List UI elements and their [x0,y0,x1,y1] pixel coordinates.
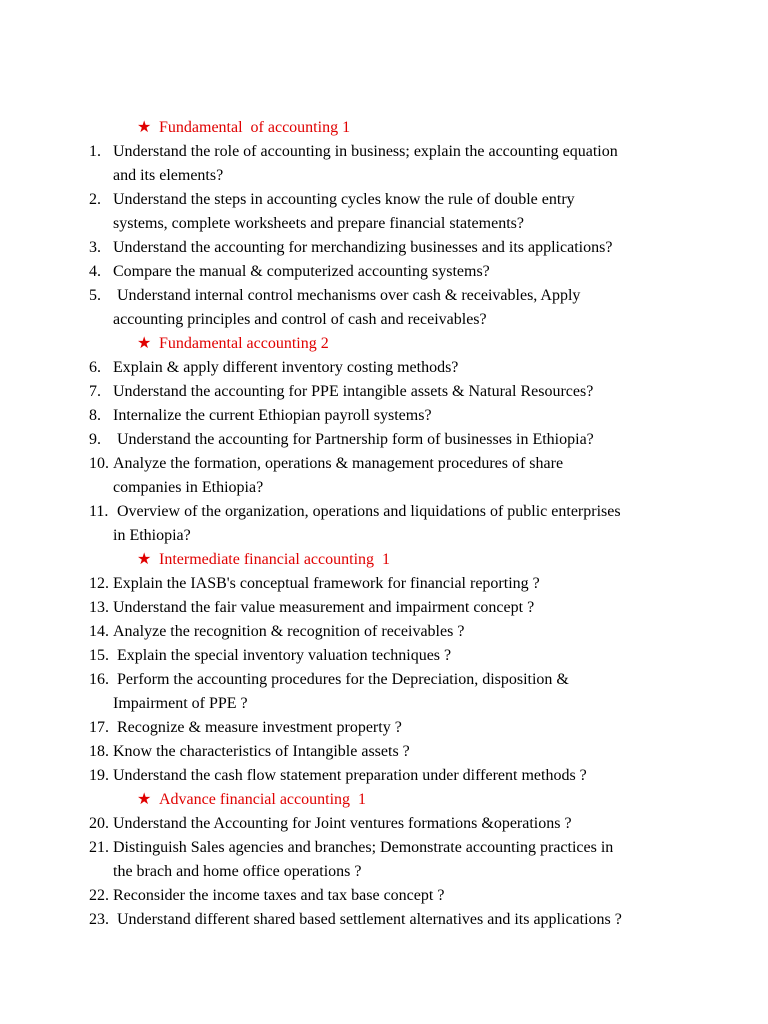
list-item [89,188,689,212]
item-text: Analyze the recognition & recognition of receivables ? [113,623,465,640]
item-number: 3. [89,239,101,256]
item-number: 7. [89,383,101,400]
item-text: companies in Ethiopia? [113,479,264,496]
list-item [89,284,689,308]
item-number: 20. [89,815,109,832]
item-text: accounting principles and control of cash and receivables? [113,311,487,328]
section-heading-text: Fundamental accounting 2 [159,335,329,352]
list-item-continuation [89,860,689,884]
list-item [89,596,689,620]
item-text: Overview of the organization, operations and liquidations of public enterprises [113,503,621,520]
list-item-continuation [89,476,689,500]
list-item [89,452,689,476]
item-number: 13. [89,599,109,616]
list-item [89,812,689,836]
item-text: systems, complete worksheets and prepare financial statements? [113,215,524,232]
item-text: Explain & apply different inventory costing methods? [113,359,459,376]
list-item [89,836,689,860]
item-number: 21. [89,839,109,856]
star-bullet-icon: ★ [137,551,152,568]
list-item [89,236,689,260]
list-item [89,356,689,380]
item-text: Understand the Accounting for Joint ventures formations &operations ? [113,815,572,832]
item-number: 15. [89,647,109,664]
item-text: Perform the accounting procedures for the Depreciation, disposition & [113,671,569,688]
question-list [89,116,689,932]
item-number: 11. [89,503,109,520]
section-heading-text: Fundamental of accounting 1 [159,119,351,136]
item-text: Understand the cash flow statement preparation under different methods ? [113,767,587,784]
list-item [89,404,689,428]
section-heading-text: Intermediate financial accounting 1 [159,551,391,568]
list-item [89,740,689,764]
list-item [89,764,689,788]
star-bullet-icon: ★ [137,791,152,808]
item-text: Understand the accounting for merchandizing businesses and its applications? [113,239,613,256]
list-item [89,500,689,524]
item-text: and its elements? [113,167,224,184]
list-item [89,908,689,932]
item-text: in Ethiopia? [113,527,191,544]
list-item-continuation [89,524,689,548]
item-text: Understand the steps in accounting cycles know the rule of double entry [113,191,575,208]
item-number: 14. [89,623,109,640]
item-number: 6. [89,359,101,376]
item-text: Understand the accounting for Partnership form of businesses in Ethiopia? [113,431,594,448]
item-number: 17. [89,719,109,736]
item-number: 8. [89,407,101,424]
list-item-continuation [89,692,689,716]
item-text: Know the characteristics of Intangible assets ? [113,743,410,760]
list-item [89,380,689,404]
item-number: 23. [89,911,109,928]
item-text: Reconsider the income taxes and tax base concept ? [113,887,445,904]
item-text: Impairment of PPE ? [113,695,248,712]
item-text: Understand the role of accounting in business; explain the accounting equation [113,143,618,160]
item-text: Distinguish Sales agencies and branches; Demonstrate accounting practices in [113,839,614,856]
section-heading [89,332,689,356]
list-item [89,572,689,596]
item-number: 22. [89,887,109,904]
item-text: Internalize the current Ethiopian payroll systems? [113,407,432,424]
section-heading [89,548,689,572]
section-heading [89,788,689,812]
list-item [89,716,689,740]
item-number: 2. [89,191,101,208]
item-text: Explain the IASB's conceptual framework for financial reporting ? [113,575,540,592]
item-number: 4. [89,263,101,280]
item-text: Understand different shared based settlement alternatives and its applications ? [113,911,622,928]
item-number: 1. [89,143,101,160]
list-item-continuation [89,212,689,236]
section-heading [89,116,689,140]
item-text: Understand the fair value measurement and impairment concept ? [113,599,535,616]
list-item [89,620,689,644]
item-text: Analyze the formation, operations & management procedures of share [113,455,564,472]
section-heading-text: Advance financial accounting 1 [159,791,367,808]
item-text: Explain the special inventory valuation techniques ? [113,647,452,664]
item-number: 9. [89,431,101,448]
item-number: 12. [89,575,109,592]
star-bullet-icon: ★ [137,119,152,136]
list-item [89,260,689,284]
item-number: 16. [89,671,109,688]
item-text: Compare the manual & computerized accounting systems? [113,263,490,280]
star-bullet-icon: ★ [137,335,152,352]
list-item [89,668,689,692]
list-item [89,140,689,164]
item-number: 10. [89,455,109,472]
item-text: the brach and home office operations ? [113,863,362,880]
list-item [89,644,689,668]
item-text: Recognize & measure investment property ? [113,719,402,736]
item-number: 18. [89,743,109,760]
item-text: Understand the accounting for PPE intangible assets & Natural Resources? [113,383,594,400]
list-item-continuation [89,308,689,332]
list-item-continuation [89,164,689,188]
list-item [89,884,689,908]
item-number: 19. [89,767,109,784]
list-item [89,428,689,452]
item-text: Understand internal control mechanisms over cash & receivables, Apply [113,287,581,304]
item-number: 5. [89,287,101,304]
